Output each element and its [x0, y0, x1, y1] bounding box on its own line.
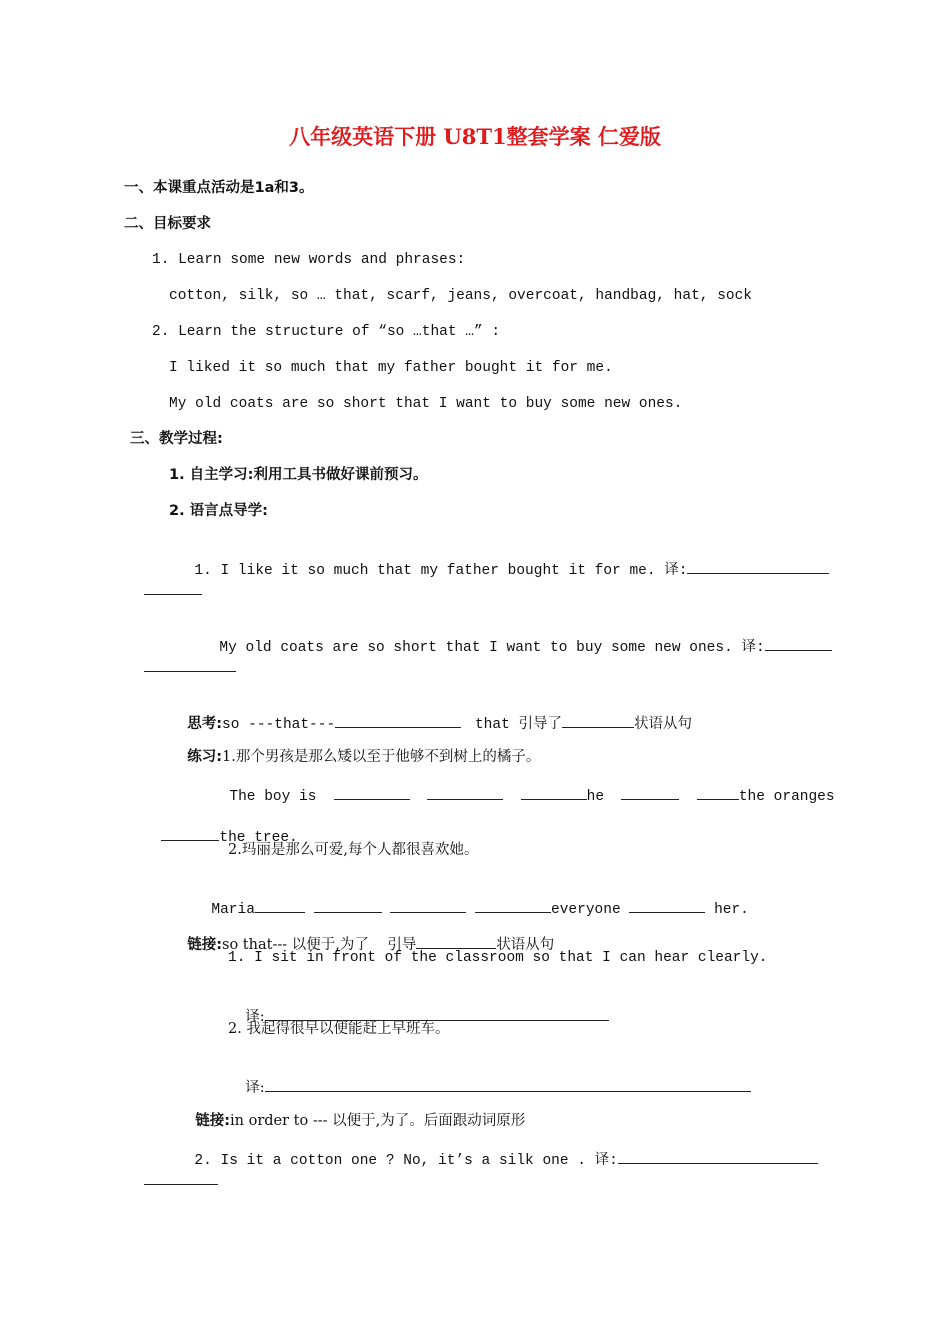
- practice-q1-the-oranges: the oranges: [738, 789, 835, 805]
- practice-q2-start: Maria: [211, 902, 255, 918]
- practice-label: 练习:: [187, 749, 223, 765]
- fill-blank[interactable]: [255, 896, 305, 913]
- answer-blank-continued[interactable]: [144, 655, 236, 672]
- practice-q2: 2.玛丽是那么可爱,每个人都很喜欢她。: [228, 842, 479, 858]
- link-1-clause: 状语从句: [496, 937, 555, 953]
- link-2-text: in order to --- 以便于,为了。后面跟动词原形: [230, 1113, 526, 1129]
- translate-label: 译:: [245, 1009, 265, 1025]
- step-2: 2. 语言点导学:: [169, 503, 268, 519]
- section-1-heading: 一、本课重点活动是1a和3。: [124, 180, 314, 196]
- point-2-sentence-1: [177, 1127, 818, 1171]
- practice-q1-english: [212, 763, 835, 807]
- practice-q2-everyone: everyone: [551, 902, 621, 918]
- fill-blank[interactable]: [314, 896, 382, 913]
- goal-2-example-2: My old coats are so short that I want to buy some new ones.: [169, 396, 683, 412]
- answer-blank[interactable]: [765, 634, 832, 651]
- document-title: 八年级英语下册 U8T1整套学案 仁爱版: [289, 124, 661, 149]
- fill-blank[interactable]: [390, 896, 466, 913]
- answer-blank[interactable]: [687, 557, 829, 574]
- translate-label: 译:: [245, 1080, 265, 1096]
- point-1-sentence-2: [202, 614, 832, 658]
- link-1-blank[interactable]: [416, 932, 496, 949]
- answer-blank[interactable]: [618, 1147, 818, 1164]
- think-structure: so ---that---: [222, 717, 336, 733]
- link-1-example-1: 1. I sit in front of the classroom so that I can hear clearly.: [228, 950, 768, 966]
- link-1-label: 链接:: [187, 937, 223, 953]
- point-2-sentence-1-text: 2. Is it a cotton one ? No, it’s a silk one . 译:: [194, 1153, 618, 1169]
- practice-q1-the-tree: the tree.: [219, 830, 298, 846]
- section-3-heading: 三、教学过程:: [130, 431, 223, 447]
- link-1-guide: 引导: [387, 937, 417, 953]
- point-1-sentence-1-text: 1. I like it so much that my father bought it for me. 译:: [194, 563, 688, 579]
- point-1-sentence-1: [177, 537, 829, 581]
- link-2-line: [186, 1091, 525, 1131]
- fill-blank[interactable]: [697, 783, 739, 800]
- section-2-heading: 二、目标要求: [124, 216, 211, 232]
- answer-blank-continued[interactable]: [144, 578, 202, 595]
- link-1-example-2: 2. 我起得很早以便能赶上早班车。: [228, 1021, 450, 1037]
- goal-2-example-1: I liked it so much that my father bought it for me.: [169, 360, 613, 376]
- fill-blank[interactable]: [427, 783, 503, 800]
- practice-q1-start: The boy is: [229, 789, 317, 805]
- practice-q1: 1.那个男孩是那么矮以至于他够不到树上的橘子。: [222, 749, 541, 765]
- think-that-guides: that 引导了: [474, 717, 562, 733]
- fill-blank[interactable]: [334, 783, 410, 800]
- fill-blank[interactable]: [621, 783, 679, 800]
- fill-blank[interactable]: [629, 896, 705, 913]
- fill-blank[interactable]: [475, 896, 551, 913]
- think-blank-2[interactable]: [562, 711, 634, 728]
- think-label: 思考:: [187, 716, 223, 732]
- practice-q2-her: her.: [714, 902, 749, 918]
- practice-line: [178, 727, 540, 767]
- goal-1-words: cotton, silk, so … that, scarf, jeans, overcoat, handbag, hat, sock: [169, 288, 752, 304]
- link-1-text: so that--- 以便于,为了: [222, 937, 369, 953]
- link-2-label: 链接:: [195, 1113, 231, 1129]
- fill-blank[interactable]: [521, 783, 587, 800]
- translation-blank[interactable]: [265, 1075, 751, 1092]
- think-clause: 状语从句: [634, 716, 692, 732]
- goal-2: 2. Learn the structure of “so …that …” :: [152, 324, 501, 340]
- fill-blank[interactable]: [161, 824, 219, 841]
- practice-q1-he: he: [586, 789, 605, 805]
- point-1-sentence-2-text: My old coats are so short that I want to buy some new ones. 译:: [219, 640, 765, 656]
- goal-1: 1. Learn some new words and phrases:: [152, 252, 466, 268]
- think-blank-1[interactable]: [335, 711, 461, 728]
- answer-blank-continued[interactable]: [144, 1168, 218, 1185]
- step-1: 1. 自主学习:利用工具书做好课前预习。: [169, 467, 428, 483]
